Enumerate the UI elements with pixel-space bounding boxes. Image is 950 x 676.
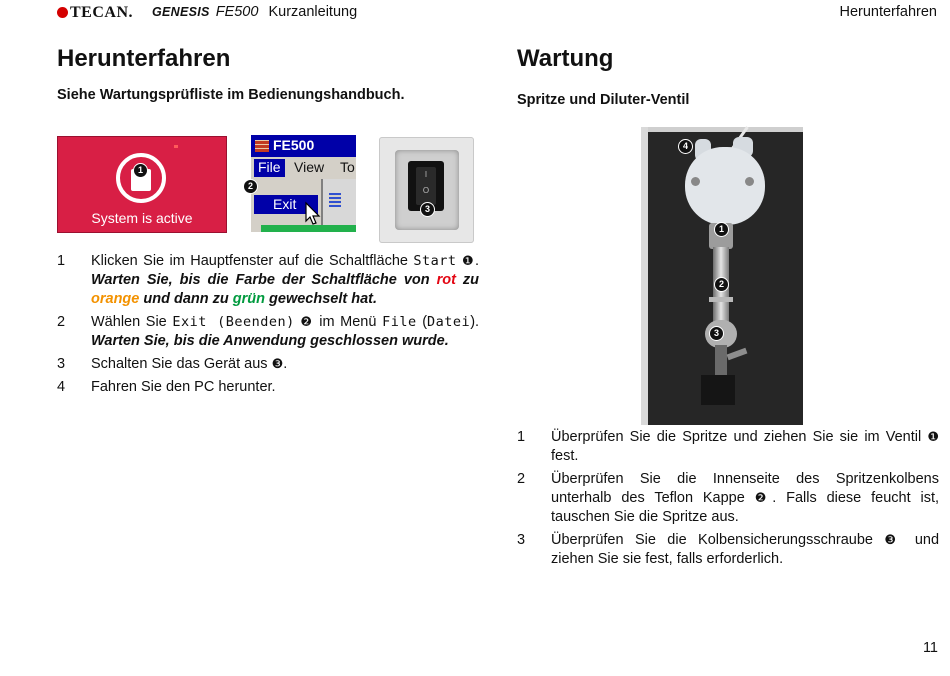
status-bar-green xyxy=(261,225,356,232)
step-text: im Menü xyxy=(319,314,377,330)
valve-screw xyxy=(745,177,754,186)
switch-rocker xyxy=(416,167,436,205)
callout-2-icon: ❷ xyxy=(300,315,314,330)
menu-file: File xyxy=(254,159,285,177)
step-note: und dann zu xyxy=(143,291,229,307)
system-status-caption: System is active xyxy=(91,210,193,226)
page-number: 11 xyxy=(922,640,938,656)
step-note: Warten Sie, bis die Farbe der Schaltfläche von xyxy=(91,272,430,288)
callout-badge: 1 xyxy=(133,163,148,178)
page-title-left: Herunterfahren xyxy=(57,45,231,72)
callout-badge: 2 xyxy=(243,179,258,194)
step-number: 3 xyxy=(517,532,526,548)
menu-bar xyxy=(251,157,356,179)
toolbar-icon xyxy=(329,193,341,207)
step-number: 1 xyxy=(57,253,66,269)
app-icon xyxy=(255,140,269,152)
app-title: FE500 xyxy=(273,137,315,153)
subtitle-right: Spritze und Diluter-Ventil xyxy=(517,92,690,108)
callout-badge: 3 xyxy=(420,202,435,217)
callout-2-icon: ❷ xyxy=(754,491,773,506)
step-text: . xyxy=(283,356,288,372)
callout-badge: 4 xyxy=(678,139,693,154)
list-item xyxy=(517,531,939,569)
red-mark xyxy=(174,145,178,148)
product-title xyxy=(152,4,357,20)
step-number: 4 xyxy=(57,379,66,395)
product-brand: GENESIS xyxy=(152,5,210,19)
list-item xyxy=(57,252,479,309)
step-number: 2 xyxy=(517,471,526,487)
list-item xyxy=(57,355,479,374)
step-text: . Falls diese feucht ist, tauschen Sie die Spritze aus. xyxy=(551,490,939,525)
callout-badge: 3 xyxy=(709,326,724,341)
callout-1-icon: ❶ xyxy=(461,254,475,269)
step-text: ( xyxy=(422,314,428,330)
callout-badge: 1 xyxy=(714,222,729,237)
list-item xyxy=(57,313,479,351)
step-note: gewechselt hat. xyxy=(269,291,378,307)
step-text: . xyxy=(475,253,480,269)
menu-exit-label: Exit xyxy=(273,196,297,212)
callout-1-icon: ❶ xyxy=(927,430,940,445)
logo-text: TECAN. xyxy=(70,4,134,21)
step-text: ). xyxy=(470,314,480,330)
color-orange-word: orange xyxy=(91,291,140,307)
color-red-word: rot xyxy=(436,272,456,288)
file-menu-screenshot xyxy=(247,135,356,232)
step-number: 3 xyxy=(57,356,66,372)
step-text: und ziehen Sie sie fest, falls erforderlich. xyxy=(551,532,940,567)
list-item xyxy=(57,378,479,397)
page-title-right: Wartung xyxy=(517,45,614,72)
tecan-logo xyxy=(57,4,133,22)
syringe-band xyxy=(709,297,733,302)
divider xyxy=(321,183,323,223)
subtitle-left: Siehe Wartungsprüfliste im Bedienungshandbuch. xyxy=(57,87,405,103)
switch-on-label: I xyxy=(424,170,428,179)
syringe-base xyxy=(701,375,735,405)
step-text: Überprüfen Sie die Spritze und ziehen Sie sie im Ventil xyxy=(551,429,922,445)
code-start: Start xyxy=(413,253,457,269)
system-active-button-image xyxy=(57,136,227,233)
color-green-word: grün xyxy=(232,291,265,307)
switch-off-label: O xyxy=(422,186,430,195)
syringe-valve-photo xyxy=(641,127,803,425)
step-note: zu xyxy=(462,272,479,288)
shutdown-steps xyxy=(57,252,479,401)
valve-screw xyxy=(691,177,700,186)
callout-3-icon: ❸ xyxy=(884,533,904,548)
app-title-bar xyxy=(251,135,356,157)
code-exit: Exit (Beenden) xyxy=(172,314,295,330)
power-switch-photo xyxy=(379,137,474,243)
mouse-cursor-icon xyxy=(305,202,321,226)
step-text: Klicken Sie im Hauptfenster auf die Schaltfläche xyxy=(91,253,408,269)
header-section-title: Herunterfahren xyxy=(839,4,937,20)
callout-badge: 2 xyxy=(714,277,729,292)
code-datei: Datei xyxy=(427,314,471,330)
product-model: FE500 xyxy=(215,4,259,20)
maintenance-steps xyxy=(517,428,939,573)
doc-type: Kurzanleitung xyxy=(268,4,358,20)
step-text: fest. xyxy=(551,448,579,464)
step-text: Überprüfen Sie die Innenseite des Spritzenkolbens unterhalb des Teflon Kappe xyxy=(551,471,939,506)
photo-frame-top xyxy=(641,127,803,132)
shine xyxy=(727,348,748,360)
diluter-valve xyxy=(685,147,765,225)
list-item xyxy=(517,428,939,466)
menu-view: View xyxy=(294,159,325,175)
step-text: Wählen Sie xyxy=(91,314,167,330)
menu-tools: To xyxy=(340,159,355,175)
step-note: Warten Sie, bis die Anwendung geschlossen wurde. xyxy=(91,333,449,349)
photo-frame-left xyxy=(641,127,648,425)
step-number: 1 xyxy=(517,429,526,445)
step-number: 2 xyxy=(57,314,66,330)
step-text: Überprüfen Sie die Kolbensicherungsschraube xyxy=(551,532,873,548)
code-file: File xyxy=(382,314,417,330)
callout-3-icon: ❸ xyxy=(271,357,284,372)
step-text: Schalten Sie das Gerät aus xyxy=(91,356,268,372)
list-item xyxy=(517,470,939,527)
logo-dot-icon xyxy=(57,7,68,18)
step-text: Fahren Sie den PC herunter. xyxy=(91,379,276,395)
